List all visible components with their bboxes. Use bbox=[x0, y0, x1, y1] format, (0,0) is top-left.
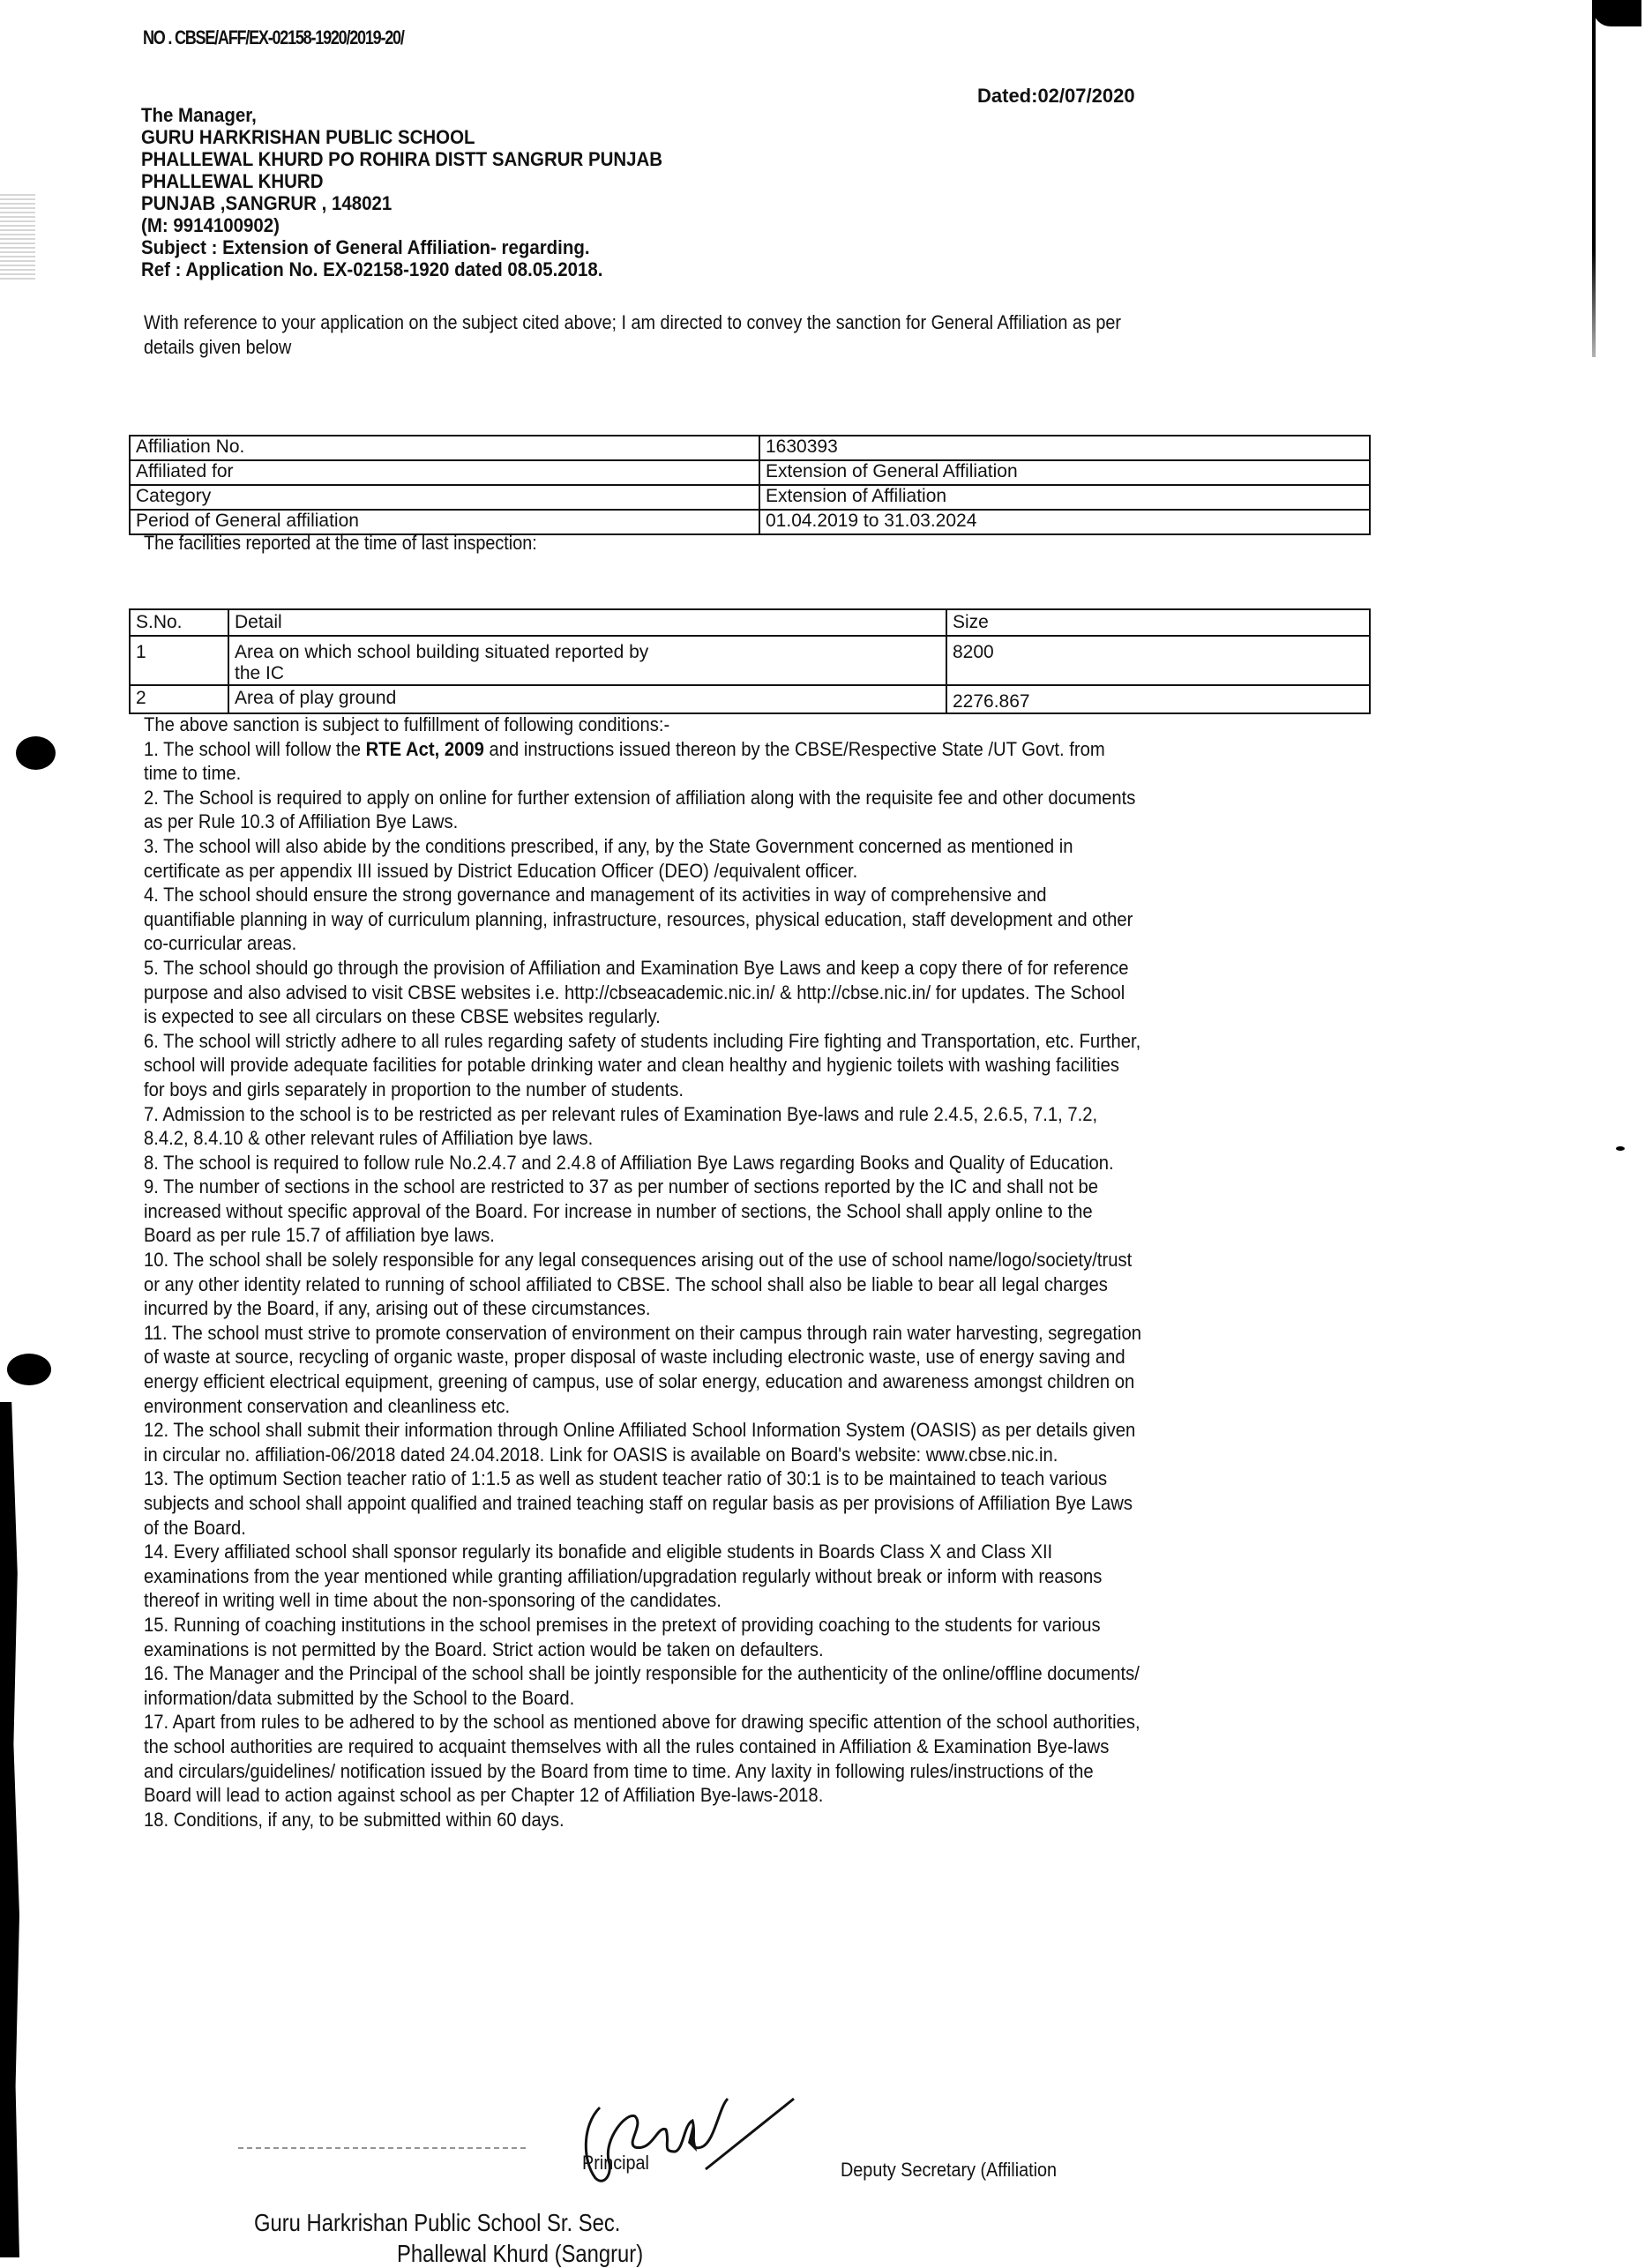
subject-line: Subject : Extension of General Affiliation- regarding. bbox=[141, 236, 590, 258]
punch-hole-bottom bbox=[7, 1354, 51, 1385]
affiliation-table bbox=[129, 435, 1371, 535]
row-detail bbox=[228, 636, 946, 685]
affiliation-value: Extension of Affiliation bbox=[759, 485, 1370, 510]
punch-hole-top bbox=[16, 736, 56, 770]
condition-item: 17. Apart from rules to be adhered to by the school as mentioned above for drawing specific attention of the school authorities, the school authorities are required to acquaint themselves with all the rules contained in Affiliation & Examination Bye-laws and circulars/guidelines/ notification issued by the Board from time to time. Any laxity in following rules/instructions of the Board will lead to action against school as per Chapter 12 of Affiliation Bye-laws-2018. bbox=[144, 1711, 1140, 1807]
condition-text: and instructions issued thereon by the CBSE/Respective State /UT Govt. from time to time. bbox=[144, 737, 1105, 785]
table-row bbox=[130, 685, 1370, 713]
school-name: GURU HARKRISHAN PUBLIC SCHOOL bbox=[141, 126, 475, 148]
scan-edge-left-dark bbox=[0, 1402, 19, 2257]
row-detail-line-2: the IC bbox=[235, 663, 285, 683]
scan-speck bbox=[1616, 1146, 1625, 1151]
condition-item: 15. Running of coaching institutions in the school premises in the pretext of providing coaching to the students for various examinations is not permitted by the Board. Strict action would be taken on defaulters. bbox=[144, 1613, 1101, 1660]
condition-item bbox=[144, 737, 1142, 786]
school-stamp-line-1: Guru Harkrishan Public School Sr. Sec. bbox=[254, 2209, 621, 2236]
condition-item: 16. The Manager and the Principal of the school shall be jointly responsible for the authenticity of the online/offline documents/ information/data submitted by the School to the Board. bbox=[144, 1662, 1140, 1709]
affiliation-label: Period of General affiliation bbox=[130, 510, 759, 534]
affiliation-value: 1630393 bbox=[759, 436, 1370, 460]
condition-item: 5. The school should go through the provision of Affiliation and Examination Bye Laws and keep a copy there of for reference purpose and also advised to visit CBSE websites i.e. http://cbseacademic.nic.in/ & http://cbse.nic.in/ for updates. The School is expected to see all circulars on these CBSE websites regularly. bbox=[144, 956, 1129, 1028]
condition-item: 12. The school shall submit their information through Online Affiliated School Information System (OASIS) as per details given in circular no. affiliation-06/2018 dated 24.04.2018. Link for OASIS is available on Board's website: www.cbse.nic.in. bbox=[144, 1419, 1136, 1466]
condition-item: 6. The school will strictly adhere to all rules regarding safety of students including Fire fighting and Transportation, etc. Further, school will provide adequate facilities for potable drinking water and clean healthy and hygienic toilets with washing facilities for boys and girls separately in proportion to the number of students. bbox=[144, 1029, 1141, 1100]
condition-item: 2. The School is required to apply on online for further extension of affiliation along with the requisite fee and other documents as per Rule 10.3 of Affiliation Bye Laws. bbox=[144, 786, 1136, 833]
row-sno: 2 bbox=[130, 685, 228, 713]
letter-date: Dated:02/07/2020 bbox=[977, 85, 1135, 107]
intro-line-2: details given below bbox=[144, 336, 292, 358]
condition-item: 9. The number of sections in the school are restricted to 37 as per number of sections reported by the IC and shall not be increased without specific approval of the Board. For increase in number of sections, the School shall apply online to the Board as per rule 15.7 of affiliation bye laws. bbox=[144, 1175, 1098, 1247]
header-size: Size bbox=[946, 609, 1370, 636]
condition-item: 7. Admission to the school is to be restricted as per relevant rules of Examination Bye-laws and rule 2.4.5, 2.6.5, 7.1, 7.2, 8.4.2, 8.4.10 & other relevant rules of Affiliation bye laws. bbox=[144, 1102, 1098, 1150]
condition-item: 10. The school shall be solely responsible for any legal consequences arising out of the use of school name/logo/society/trust or any other identity related to running of school affiliated to CBSE. The school shall also be liable to bear all legal charges incurred by the Board, if any, arising out of these circumstances. bbox=[144, 1249, 1133, 1320]
affiliation-label: Affiliated for bbox=[130, 460, 759, 485]
header-detail: Detail bbox=[228, 609, 946, 636]
condition-prefix: 1. The school will follow the bbox=[144, 737, 366, 760]
table-row bbox=[130, 460, 1370, 485]
table-row bbox=[130, 510, 1370, 534]
table-row bbox=[130, 636, 1370, 685]
principal-label: Principal bbox=[582, 2152, 649, 2174]
conditions-intro: The above sanction is subject to fulfillment of following conditions:- bbox=[144, 713, 670, 735]
intro-line-1: With reference to your application on the subject cited above; I am directed to convey the sanction for General Affiliation as per bbox=[144, 311, 1121, 333]
row-detail: Area of play ground bbox=[228, 685, 946, 713]
scan-edge-left-shading bbox=[0, 194, 35, 282]
address-line-2: PHALLEWAL KHURD bbox=[141, 170, 324, 192]
condition-item: 14. Every affiliated school shall sponsor regularly its bonafide and eligible students in Boards Class X and Class XII examinations from the year mentioned while granting affiliation/upgradation regularly without break or inform with reasons thereof in writing well in time about the non-sponsoring of the candidates. bbox=[144, 1541, 1103, 1612]
table-row bbox=[130, 436, 1370, 460]
condition-item: 13. The optimum Section teacher ratio of 1:1.5 as well as student teacher ratio of 30:1 is to be maintained to teach various subjects and school shall appoint qualified and trained teaching staff on regular basis as per provisions of Affiliation Bye Laws of the Board. bbox=[144, 1467, 1133, 1539]
stamp-dotted-line bbox=[238, 2147, 529, 2149]
header-sno: S.No. bbox=[130, 609, 228, 636]
affiliation-label: Category bbox=[130, 485, 759, 510]
condition-bold: RTE Act, 2009 bbox=[365, 737, 484, 760]
condition-item: 18. Conditions, if any, to be submitted within 60 days. bbox=[144, 1808, 565, 1831]
reference-number: NO . CBSE/AFF/EX-02158-1920/2019-20/ bbox=[143, 26, 404, 48]
row-sno: 1 bbox=[130, 636, 228, 685]
mobile-number: (M: 9914100902) bbox=[141, 214, 280, 236]
salutation: The Manager, bbox=[141, 104, 257, 126]
condition-item: 3. The school will also abide by the conditions prescribed, if any, by the State Government concerned as mentioned in certificate as per appendix III issued by District Education Officer (DEO) /equivalent officer. bbox=[144, 834, 1073, 882]
conditions-list bbox=[144, 712, 1142, 1832]
affiliation-value: Extension of General Affiliation bbox=[759, 460, 1370, 485]
school-stamp-line-2: Phallewal Khurd (Sangrur) bbox=[397, 2240, 644, 2267]
condition-item: 8. The school is required to follow rule No.2.4.7 and 2.4.8 of Affiliation Bye Laws regarding Books and Quality of Education. bbox=[144, 1151, 1114, 1174]
deputy-secretary-label: Deputy Secretary (Affiliation bbox=[841, 2159, 1058, 2181]
facilities-header-row bbox=[130, 609, 1370, 636]
scan-edge-right-top bbox=[1593, 0, 1641, 26]
affiliation-value: 01.04.2019 to 31.03.2024 bbox=[759, 510, 1370, 534]
condition-item: 4. The school should ensure the strong governance and management of its activities in way of comprehensive and quantifiable planning in way of curriculum planning, infrastructure, resources, physical education, staff development and other co-curricular areas. bbox=[144, 884, 1133, 955]
row-size: 2276.867 bbox=[946, 685, 1370, 713]
address-line-1: PHALLEWAL KHURD PO ROHIRA DISTT SANGRUR PUNJAB bbox=[141, 148, 663, 170]
affiliation-label: Affiliation No. bbox=[130, 436, 759, 460]
facilities-table bbox=[129, 608, 1371, 714]
condition-item: 11. The school must strive to promote conservation of environment on their campus through rain water harvesting, segregation of waste at source, recycling of organic waste, proper disposal of waste including electronic waste, use of energy saving and energy efficient electrical equipment, greening of campus, use of solar energy, education and awareness amongst children on environment conservation and cleanliness etc. bbox=[144, 1321, 1142, 1417]
ref-line: Ref : Application No. EX-02158-1920 dated 08.05.2018. bbox=[141, 258, 603, 280]
row-size: 8200 bbox=[946, 636, 1370, 685]
address-line-3: PUNJAB ,SANGRUR , 148021 bbox=[141, 192, 393, 214]
table-row bbox=[130, 485, 1370, 510]
row-detail-line-1: Area on which school building situated reported by bbox=[235, 642, 649, 662]
facilities-caption: The facilities reported at the time of last inspection: bbox=[144, 532, 537, 554]
intro-paragraph bbox=[144, 310, 1255, 360]
signature-icon bbox=[573, 2090, 803, 2205]
recipient-address bbox=[141, 104, 662, 280]
scan-edge-right bbox=[1592, 0, 1596, 357]
